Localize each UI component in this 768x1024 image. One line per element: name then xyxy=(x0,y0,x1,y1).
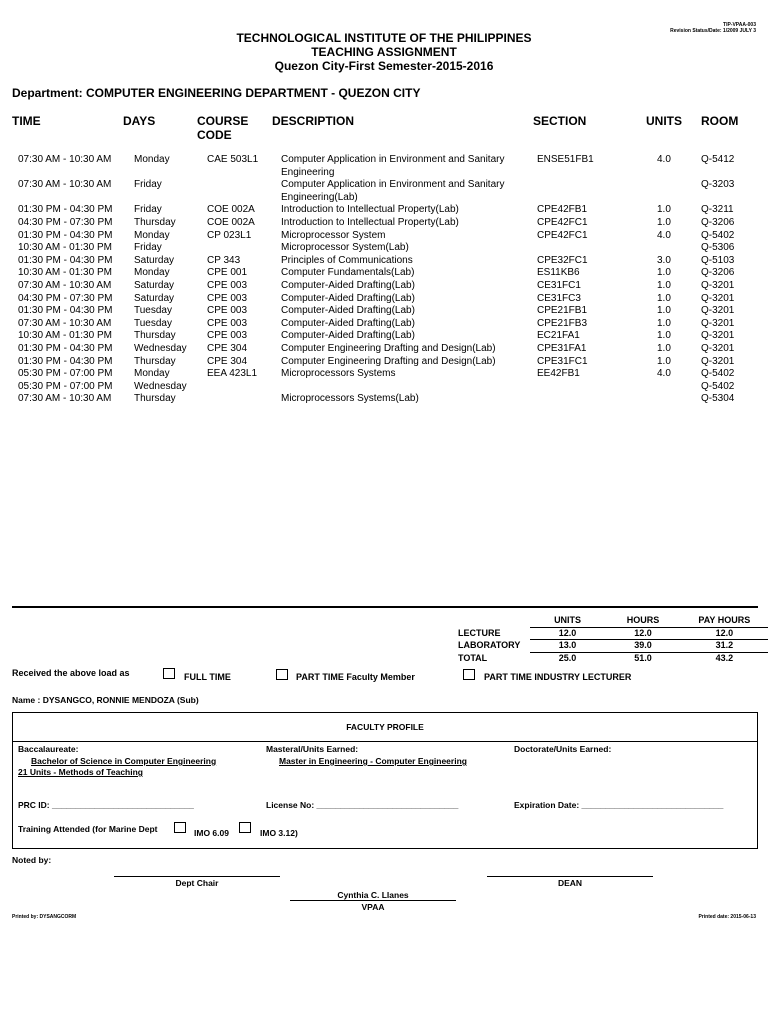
cell-desc: Computer-Aided Drafting(Lab) xyxy=(281,330,415,342)
cell-units: 1.0 xyxy=(657,330,671,342)
printed-date: Printed date: 2015-06-13 xyxy=(698,914,756,920)
col-units: UNITS xyxy=(646,114,682,128)
imo-312-label: IMO 3.12) xyxy=(260,828,298,838)
summary-header-units: UNITS xyxy=(530,615,605,627)
cell-room: Q-3206 xyxy=(701,267,735,279)
schedule-row xyxy=(12,318,761,331)
cell-room: Q-3206 xyxy=(701,216,735,228)
cell-room: Q-5402 xyxy=(701,229,735,241)
cell-section xyxy=(537,393,657,406)
cell-day: Tuesday xyxy=(134,305,172,317)
summary-value: 51.0 xyxy=(634,652,652,663)
term: Quezon City-First Semester-2015-2016 xyxy=(274,59,494,73)
schedule-row xyxy=(12,343,761,356)
document-title: TEACHING ASSIGNMENT xyxy=(311,45,457,59)
license-field: License No: ______________________________ xyxy=(266,800,459,810)
cell-code: CP 343 xyxy=(207,254,241,266)
schedule-row xyxy=(12,217,761,230)
department: Department: COMPUTER ENGINEERING DEPARTMENT - QUEZON CITY xyxy=(12,86,421,100)
cell-day: Monday xyxy=(134,154,170,165)
cell-room: Q-5402 xyxy=(701,380,735,392)
cell-time: 10:30 AM - 01:30 PM xyxy=(18,267,112,279)
cell-units xyxy=(657,179,701,204)
schedule-row xyxy=(12,204,761,217)
cell-code: CPE 003 xyxy=(207,292,248,304)
cell-code: CPE 304 xyxy=(207,342,248,354)
cell-desc: Introduction to Intellectual Property(Lab) xyxy=(281,204,459,216)
cell-units: 1.0 xyxy=(657,279,671,291)
part-time-checkbox[interactable] xyxy=(276,669,288,680)
cell-section: CPE31FC1 xyxy=(537,355,588,367)
cell-units xyxy=(657,381,701,394)
cell-section: CPE32FC1 xyxy=(537,254,588,266)
cell-section xyxy=(537,242,657,255)
industry-lecturer-label: PART TIME INDUSTRY LECTURER xyxy=(484,672,632,682)
col-section: SECTION xyxy=(533,114,587,128)
schedule-row xyxy=(12,255,761,268)
schedule-table xyxy=(12,154,761,406)
cell-section: CPE21FB3 xyxy=(537,317,588,329)
cell-section: EE42FB1 xyxy=(537,368,580,380)
cell-desc: Microprocessor System xyxy=(281,229,386,241)
dean-label: DEAN xyxy=(557,878,583,888)
cell-code: CPE 003 xyxy=(207,305,248,317)
institution-name: TECHNOLOGICAL INSTITUTE OF THE PHILIPPINES xyxy=(236,31,532,45)
cell-room: Q-3201 xyxy=(701,342,735,354)
schedule-row xyxy=(12,280,761,293)
schedule-row xyxy=(12,293,761,306)
col-room: ROOM xyxy=(701,114,739,128)
cell-code: EEA 423L1 xyxy=(207,368,258,380)
cell-section: CE31FC3 xyxy=(537,292,581,304)
vpaa-signature-line xyxy=(290,900,456,901)
printed-by: Printed by: DYSANGCORM xyxy=(12,914,77,920)
cell-section: CPE31FA1 xyxy=(537,342,587,354)
schedule-row xyxy=(12,179,761,204)
col-code: CODE xyxy=(197,128,232,142)
cell-day: Saturday xyxy=(134,292,175,304)
cell-desc: Computer Fundamentals(Lab) xyxy=(281,267,415,279)
cell-code: COE 002A xyxy=(207,204,255,216)
vpaa-label: VPAA xyxy=(361,902,385,912)
col-days: DAYS xyxy=(123,114,156,128)
schedule-row xyxy=(12,242,761,255)
cell-code xyxy=(207,381,281,394)
baccalaureate-value: Bachelor of Science in Computer Engineering xyxy=(31,756,217,766)
cell-code xyxy=(207,393,281,406)
summary-label: LECTURE xyxy=(458,627,501,638)
cell-desc: Microprocessors Systems(Lab) xyxy=(281,393,419,405)
summary-value: 43.2 xyxy=(715,652,734,663)
summary-row-laboratory xyxy=(458,640,768,653)
divider xyxy=(12,606,758,608)
cell-units: 4.0 xyxy=(657,229,671,241)
cell-desc: Computer Application in Environment and Sanitary Engineering xyxy=(281,154,505,178)
cell-room: Q-5103 xyxy=(701,254,735,266)
schedule-row xyxy=(12,154,761,179)
cell-code: CAE 503L1 xyxy=(207,154,259,165)
cell-time: 01:30 PM - 04:30 PM xyxy=(18,229,113,241)
cell-units: 4.0 xyxy=(657,154,671,165)
cell-units: 1.0 xyxy=(657,355,671,367)
cell-room: Q-5412 xyxy=(701,154,735,165)
vpaa-name: Cynthia C. Llanes xyxy=(337,890,409,900)
baccalaureate-label: Baccalaureate: xyxy=(18,744,79,754)
col-course: COURSE xyxy=(197,114,249,128)
doc-code: TIP-VPAA-003 xyxy=(723,22,756,28)
summary-table xyxy=(458,615,768,664)
cell-day: Thursday xyxy=(134,330,176,342)
cell-section: CPE42FC1 xyxy=(537,229,588,241)
cell-day: Wednesday xyxy=(134,380,187,392)
cell-time: 10:30 AM - 01:30 PM xyxy=(18,330,112,342)
cell-room: Q-5402 xyxy=(701,368,735,380)
cell-units: 1.0 xyxy=(657,204,671,216)
cell-day: Thursday xyxy=(134,355,176,367)
imo-609-checkbox[interactable] xyxy=(174,822,186,833)
cell-room: Q-3201 xyxy=(701,279,735,291)
cell-day: Friday xyxy=(134,242,162,254)
cell-units xyxy=(657,393,701,406)
cell-code xyxy=(207,242,281,255)
imo-312-checkbox[interactable] xyxy=(239,822,251,833)
cell-desc: Microprocessors Systems xyxy=(281,368,396,380)
schedule-row xyxy=(12,368,761,381)
summary-value: 12.0 xyxy=(605,627,680,640)
cell-day: Saturday xyxy=(134,254,175,266)
summary-label: TOTAL xyxy=(458,652,488,663)
cell-units: 1.0 xyxy=(657,317,671,329)
cell-day: Thursday xyxy=(134,216,176,228)
cell-time: 10:30 AM - 01:30 PM xyxy=(18,242,112,254)
cell-day: Wednesday xyxy=(134,342,187,354)
cell-units xyxy=(657,242,701,255)
baccalaureate-extra: 21 Units - Methods of Teaching xyxy=(18,767,143,777)
full-time-label: FULL TIME xyxy=(184,672,231,682)
cell-day: Saturday xyxy=(134,279,175,291)
cell-code: CPE 003 xyxy=(207,279,248,291)
cell-day: Monday xyxy=(134,229,170,241)
received-load-label: Received the above load as xyxy=(12,668,130,678)
summary-value: 39.0 xyxy=(605,640,680,653)
cell-desc xyxy=(281,381,537,394)
prc-id-field: PRC ID: ______________________________ xyxy=(18,800,194,810)
summary-row-lecture xyxy=(458,627,768,640)
cell-code: CPE 304 xyxy=(207,355,248,367)
cell-section: CE31FC1 xyxy=(537,279,581,291)
full-time-checkbox[interactable] xyxy=(163,668,175,679)
cell-desc: Computer-Aided Drafting(Lab) xyxy=(281,317,415,329)
cell-room: Q-3201 xyxy=(701,292,735,304)
faculty-profile-header xyxy=(12,712,758,742)
cell-desc: Computer Engineering Drafting and Design(Lab) xyxy=(281,355,496,367)
masteral-value: Master in Engineering - Computer Engineering xyxy=(279,756,467,766)
col-time: TIME xyxy=(12,114,41,128)
cell-room: Q-3203 xyxy=(701,179,735,191)
cell-units: 1.0 xyxy=(657,342,671,354)
cell-units: 1.0 xyxy=(657,292,671,304)
cell-time: 01:30 PM - 04:30 PM xyxy=(18,342,113,354)
summary-header-hours: HOURS xyxy=(605,615,680,627)
noted-by-label: Noted by: xyxy=(12,855,52,865)
cell-code xyxy=(207,179,281,204)
cell-code: CPE 001 xyxy=(207,267,248,279)
cell-room: Q-3201 xyxy=(701,355,735,367)
schedule-row xyxy=(12,356,761,369)
cell-time: 01:30 PM - 04:30 PM xyxy=(18,254,113,266)
summary-label: LABORATORY xyxy=(458,640,521,651)
schedule-row xyxy=(12,381,761,394)
summary-value: 31.2 xyxy=(681,640,768,653)
cell-time: 07:30 AM - 10:30 AM xyxy=(18,393,112,405)
cell-day: Friday xyxy=(134,204,162,216)
cell-desc: Computer-Aided Drafting(Lab) xyxy=(281,279,415,291)
industry-lecturer-checkbox[interactable] xyxy=(463,669,475,680)
cell-time: 07:30 AM - 10:30 AM xyxy=(18,179,112,191)
masteral-label: Masteral/Units Earned: xyxy=(266,744,359,754)
summary-value: 12.0 xyxy=(530,627,605,640)
cell-units: 1.0 xyxy=(657,216,671,228)
expiration-field: Expiration Date: ______________________________ xyxy=(514,800,724,810)
summary-value: 13.0 xyxy=(530,640,605,653)
cell-time: 05:30 PM - 07:00 PM xyxy=(18,368,113,380)
cell-room: Q-3201 xyxy=(701,305,735,317)
cell-section xyxy=(537,381,657,394)
schedule-row xyxy=(12,305,761,318)
cell-time: 07:30 AM - 10:30 AM xyxy=(18,154,112,165)
cell-time: 05:30 PM - 07:00 PM xyxy=(18,380,113,392)
cell-day: Friday xyxy=(134,179,162,191)
cell-time: 01:30 PM - 04:30 PM xyxy=(18,305,113,317)
cell-units: 1.0 xyxy=(657,267,671,279)
dept-chair-signature-line xyxy=(114,876,280,877)
schedule-row xyxy=(12,393,761,406)
cell-desc: Introduction to Intellectual Property(Lab) xyxy=(281,216,459,228)
cell-code: CPE 003 xyxy=(207,330,248,342)
cell-section: ENSE51FB1 xyxy=(537,154,594,165)
schedule-row xyxy=(12,267,761,280)
cell-time: 07:30 AM - 10:30 AM xyxy=(18,317,112,329)
cell-desc: Computer Application in Environment and Sanitary Engineering(Lab) xyxy=(281,179,505,203)
cell-code: COE 002A xyxy=(207,216,255,228)
part-time-label: PART TIME Faculty Member xyxy=(296,672,415,682)
cell-time: 01:30 PM - 04:30 PM xyxy=(18,204,113,216)
summary-row-total xyxy=(458,652,768,664)
cell-section: CPE42FB1 xyxy=(537,204,588,216)
cell-time: 04:30 PM - 07:30 PM xyxy=(18,292,113,304)
schedule-row xyxy=(12,230,761,243)
cell-desc: Computer-Aided Drafting(Lab) xyxy=(281,292,415,304)
cell-section: CPE42FC1 xyxy=(537,216,588,228)
cell-time: 01:30 PM - 04:30 PM xyxy=(18,355,113,367)
faculty-profile-title: FACULTY PROFILE xyxy=(346,722,424,732)
cell-day: Thursday xyxy=(134,393,176,405)
cell-room: Q-3211 xyxy=(701,204,734,216)
cell-code: CPE 003 xyxy=(207,317,248,329)
cell-room: Q-5304 xyxy=(701,393,735,405)
cell-day: Monday xyxy=(134,368,170,380)
cell-units: 1.0 xyxy=(657,305,671,317)
cell-units: 4.0 xyxy=(657,368,671,380)
summary-value: 25.0 xyxy=(558,652,577,663)
training-label: Training Attended (for Marine Dept xyxy=(18,824,158,834)
schedule-row xyxy=(12,330,761,343)
dept-chair-label: Dept Chair xyxy=(175,878,219,888)
cell-code: CP 023L1 xyxy=(207,229,252,241)
col-description: DESCRIPTION xyxy=(272,114,355,128)
summary-header-pay-hours: PAY HOURS xyxy=(681,615,768,627)
cell-desc: Principles of Communications xyxy=(281,254,413,266)
doctorate-label: Doctorate/Units Earned: xyxy=(514,744,612,754)
cell-section: ES11KB6 xyxy=(537,267,580,279)
cell-room: Q-5306 xyxy=(701,242,735,254)
cell-time: 07:30 AM - 10:30 AM xyxy=(18,279,112,291)
cell-desc: Computer-Aided Drafting(Lab) xyxy=(281,305,415,317)
cell-day: Tuesday xyxy=(134,317,172,329)
cell-room: Q-3201 xyxy=(701,317,735,329)
cell-day: Monday xyxy=(134,267,170,279)
dean-signature-line xyxy=(487,876,653,877)
revision-status: Revision Status/Date: 1/2009 JULY 3 xyxy=(670,28,756,34)
faculty-name: Name : DYSANGCO, RONNIE MENDOZA (Sub) xyxy=(12,695,199,705)
cell-desc: Computer Engineering Drafting and Design(Lab) xyxy=(281,342,496,354)
cell-section xyxy=(537,179,657,204)
imo-609-label: IMO 6.09 xyxy=(194,828,229,838)
cell-section: CPE21FB1 xyxy=(537,305,588,317)
cell-units: 3.0 xyxy=(657,254,671,266)
cell-room: Q-3201 xyxy=(701,330,735,342)
cell-desc: Microprocessor System(Lab) xyxy=(281,242,409,254)
cell-section: EC21FA1 xyxy=(537,330,580,342)
summary-value: 12.0 xyxy=(681,627,768,640)
cell-time: 04:30 PM - 07:30 PM xyxy=(18,216,113,228)
